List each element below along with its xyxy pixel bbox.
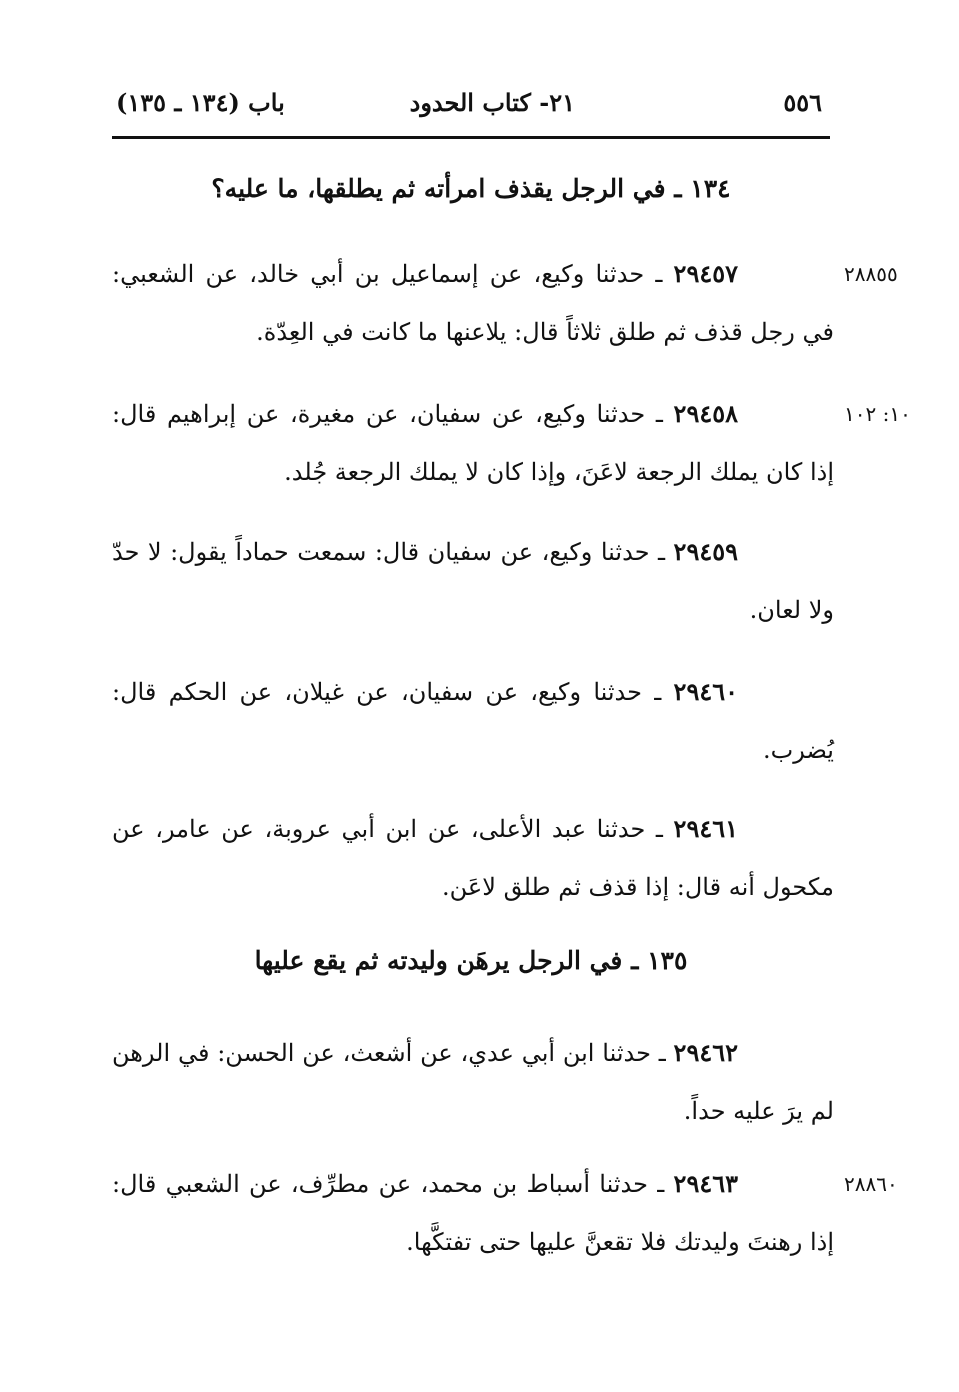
hadith-number: ٢٩٤٥٧ [673, 259, 738, 288]
chapter-heading-135: ١٣٥ ـ في الرجل يرهَن وليدته ثم يقع عليها [254, 946, 688, 975]
hadith-entry [112, 663, 834, 779]
hadith-text: ـ حدثنا وكيع، عن سفيان، عن مغيرة، عن إبراهيم قال: إذا كان يملك الرجعة لاعَنَ، وإذا كان لا يملك الرجعة جُلد. [112, 400, 834, 486]
hadith-entry [112, 523, 834, 639]
hadith-entry [112, 385, 834, 501]
chapter-range: باب (١٣٤ ـ ١٣٥) [116, 88, 285, 117]
hadith-text: ـ حدثنا وكيع، عن سفيان، عن غيلان، عن الحكم قال: يُضرب. [112, 678, 834, 764]
hadith-number: ٢٩٤٦٠ [673, 677, 738, 706]
running-header [112, 88, 830, 128]
hadith-number: ٢٩٤٦٣ [673, 1169, 738, 1198]
book-title: ٢١- كتاب الحدود [409, 88, 575, 117]
hadith-number: ٢٩٤٦٢ [673, 1038, 738, 1067]
hadith-number: ٢٩٤٥٩ [673, 537, 738, 566]
hadith-entry [112, 800, 834, 916]
chapter-heading-134: ١٣٤ ـ في الرجل يقذف امرأته ثم يطلقها، ما عليه؟ [211, 174, 731, 203]
hadith-text: ـ حدثنا عبد الأعلى، عن ابن أبي عروبة، عن عامر، عن مكحول أنه قال: إذا قذف ثم طلق لاعَن. [112, 815, 834, 901]
hadith-text: ـ حدثنا وكيع، عن سفيان قال: سمعت حماداً يقول: لا حدّ ولا لعان. [112, 538, 834, 624]
margin-reference: ٢٨٨٥٥ [844, 262, 898, 286]
page-number: ٥٥٦ [783, 88, 822, 117]
hadith-number: ٢٩٤٦١ [673, 814, 738, 843]
hadith-entry [112, 245, 834, 361]
hadith-text: ـ حدثنا وكيع، عن إسماعيل بن أبي خالد، عن الشعبي: في رجل قذف ثم طلق ثلاثاً قال: يلاعنها ما كانت في العِدّة. [112, 260, 834, 346]
hadith-text: ـ حدثنا ابن أبي عدي، عن أشعث، عن الحسن: في الرهن لم يرَ عليه حداً. [112, 1039, 834, 1125]
hadith-entry [112, 1024, 834, 1140]
margin-reference: ١٠: ١٠٢ [844, 402, 911, 426]
hadith-number: ٢٩٤٥٨ [673, 399, 738, 428]
hadith-text: ـ حدثنا أسباط بن محمد، عن مطرِّف، عن الشعبي قال: إذا رهنتَ وليدتك فلا تقعنَّ عليها حتى تفتكَّها. [112, 1170, 834, 1256]
margin-reference: ٢٨٨٦٠ [844, 1172, 898, 1196]
hadith-entry [112, 1155, 834, 1271]
header-rule [112, 136, 830, 139]
